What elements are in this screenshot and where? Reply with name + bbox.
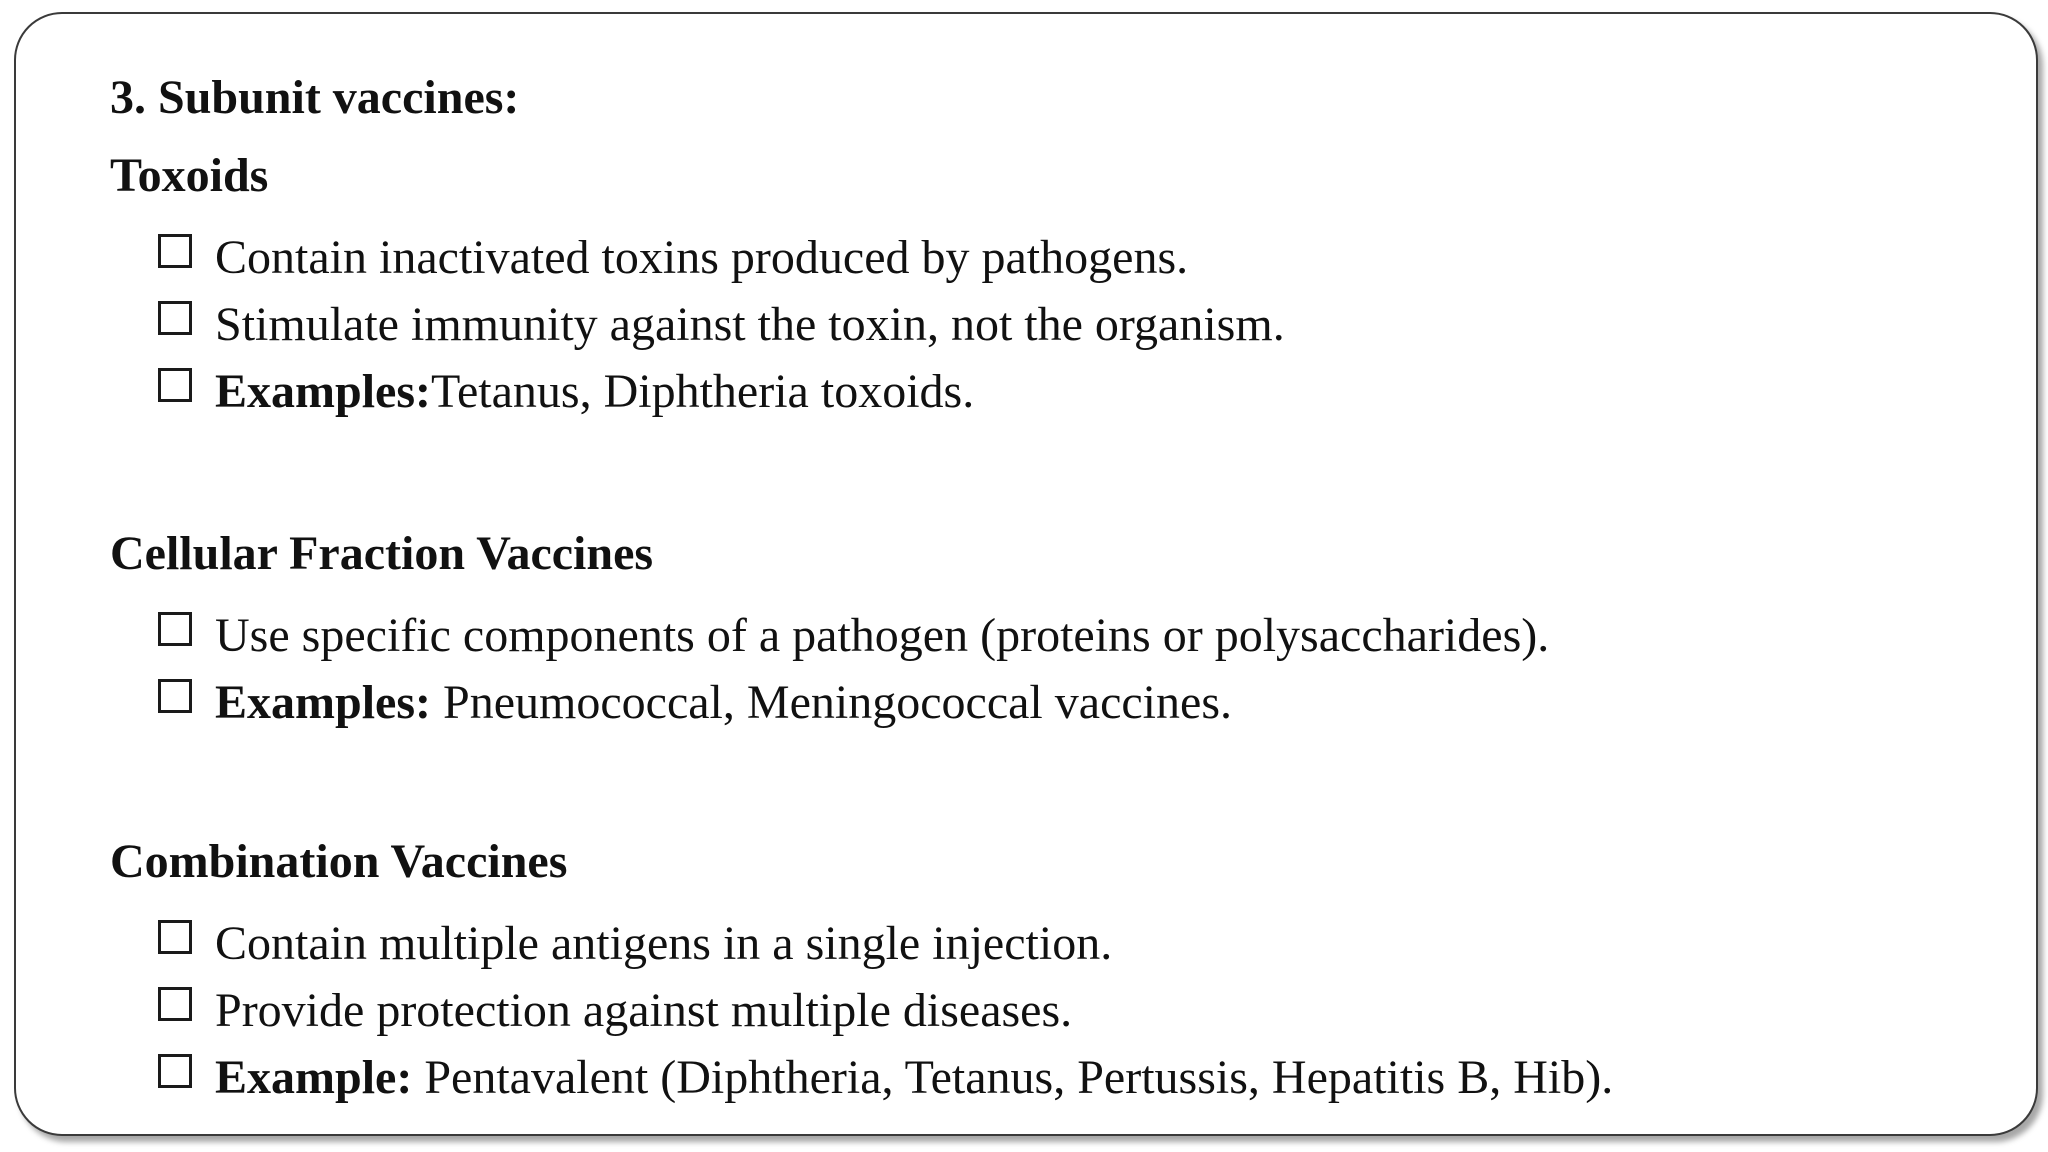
item-text: Contain inactivated toxins produced by pathogens. — [215, 230, 1189, 284]
item-text: Stimulate immunity against the toxin, not the organism. — [215, 297, 1285, 351]
list-item — [158, 224, 2010, 291]
section-heading-combination: Combination Vaccines — [110, 835, 568, 888]
checkbox-icon — [158, 679, 192, 713]
section-heading-cellular-fraction: Cellular Fraction Vaccines — [110, 527, 654, 580]
list-item — [158, 669, 2010, 736]
checkbox-icon — [158, 612, 192, 646]
list-item — [158, 358, 2010, 425]
checkbox-icon — [158, 301, 192, 335]
checkbox-icon — [158, 368, 192, 402]
spacer — [110, 736, 2010, 834]
checkbox-icon — [158, 987, 192, 1021]
list-item — [158, 602, 2010, 669]
slide-title: 3. Subunit vaccines: — [110, 71, 520, 124]
item-text: Provide protection against multiple diseases. — [215, 983, 1073, 1037]
list-item — [158, 291, 2010, 358]
checkbox-icon — [158, 920, 192, 954]
slide-frame — [14, 12, 2038, 1136]
item-text: Pneumococcal, Meningococcal vaccines. — [431, 675, 1232, 729]
checkbox-icon — [158, 234, 192, 268]
item-bold-label: Examples: — [215, 675, 431, 729]
list-item — [158, 1044, 2010, 1111]
cellular-fraction-list — [110, 602, 2010, 736]
section-heading-toxoids: Toxoids — [110, 149, 269, 202]
checkbox-icon — [158, 1054, 192, 1088]
item-text: Pentavalent (Diphtheria, Tetanus, Pertussis, Hepatitis B, Hib). — [412, 1050, 1614, 1104]
item-text: Tetanus, Diphtheria toxoids. — [431, 364, 975, 418]
item-text: Use specific components of a pathogen (proteins or polysaccharides). — [215, 608, 1550, 662]
item-bold-label: Example: — [215, 1050, 413, 1104]
toxoids-list — [110, 224, 2010, 425]
spacer — [110, 425, 2010, 526]
list-item — [158, 910, 2010, 977]
list-item — [158, 977, 2010, 1044]
item-text: Contain multiple antigens in a single injection. — [215, 916, 1113, 970]
item-bold-label: Examples: — [215, 364, 431, 418]
slide-content — [110, 70, 2010, 1111]
combination-list — [110, 910, 2010, 1111]
